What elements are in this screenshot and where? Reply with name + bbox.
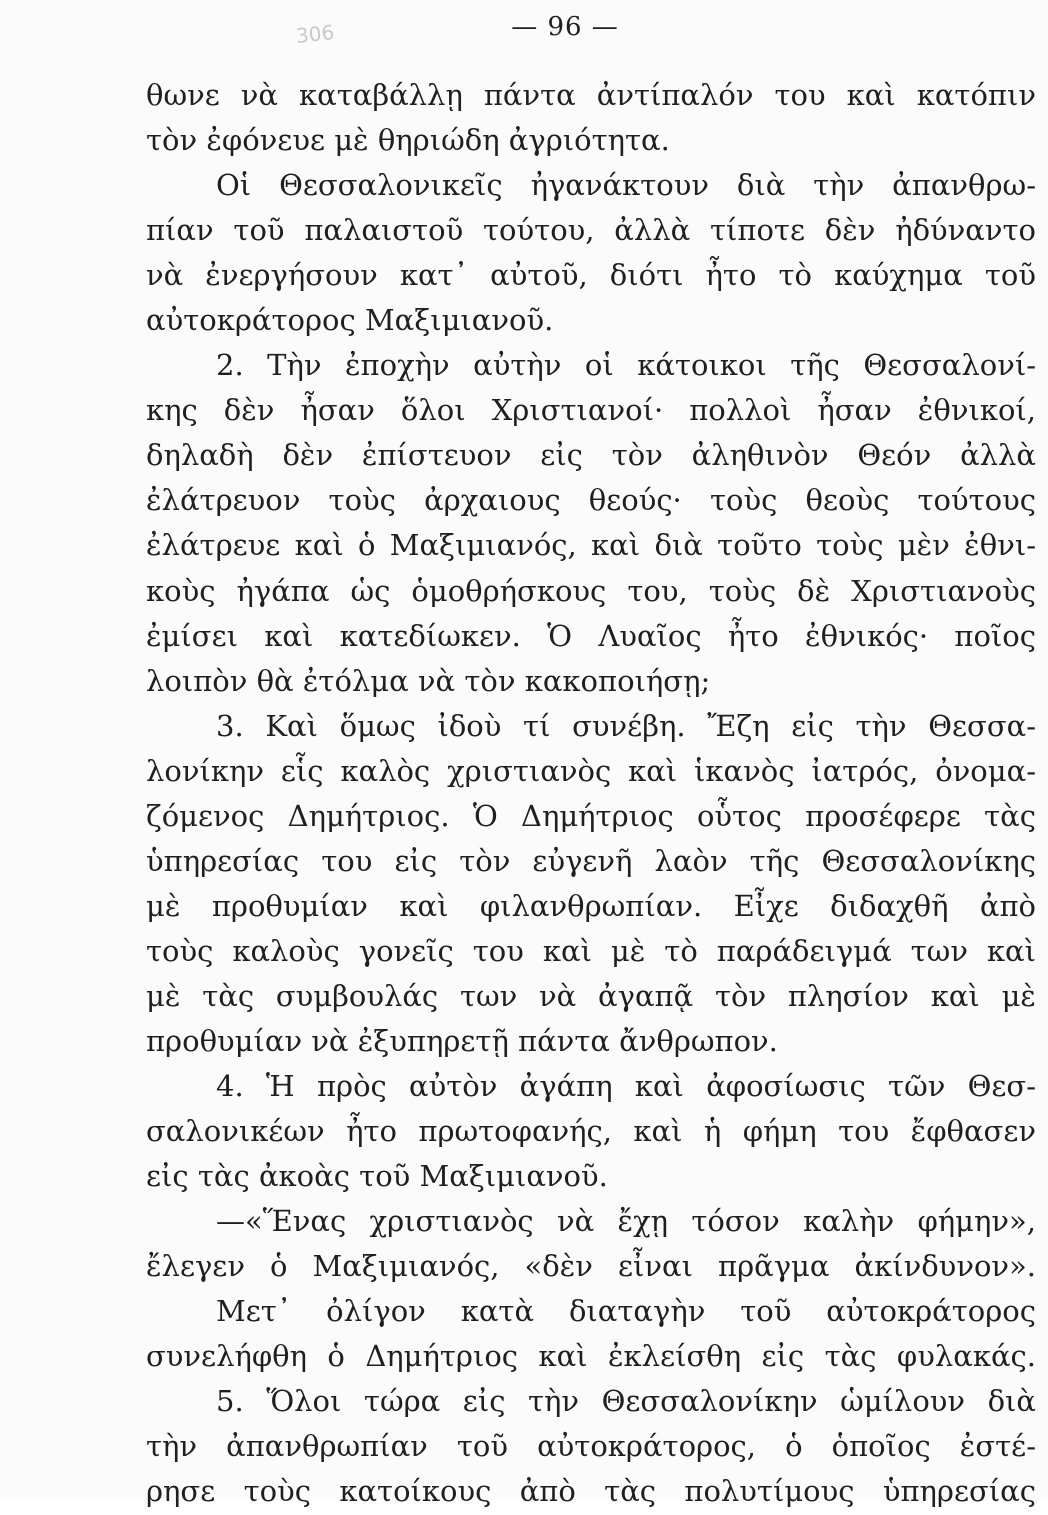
text-line: κης δὲν ἦσαν ὅλοι Χριστιανοί· πολλοὶ ἦσαν ἐθνικοί, [146,393,1036,428]
text-line: ἐλάτρευον τοὺς ἀρχαιους θεούς· τοὺς θεοὺς τούτους [146,483,1036,518]
text-line: δηλαδὴ δὲν ἐπίστευον εἰς τὸν ἀληθινὸν Θεόν ἀλλὰ [146,438,1036,473]
text-line: μὲ τὰς συμβουλάς των νὰ ἀγαπᾷ τὸν πλησίον καὶ μὲ [146,978,1036,1013]
text-line: τοὺς καλοὺς γονεῖς του καὶ μὲ τὸ παράδειγμά των καὶ [146,933,1036,968]
text-line: —«Ἕνας χριστιανὸς νὰ ἔχῃ τόσον καλὴν φήμην», [216,1204,1036,1239]
text-line: ζόμενος Δημήτριος. Ὁ Δημήτριος οὗτος προσέφερε τὰς [146,798,1036,833]
text-line: εἰς τὰς ἀκοὰς τοῦ Μαξιμιανοῦ. [146,1159,608,1194]
text-line: 3. Καὶ ὅμως ἰδοὺ τί συνέβη. Ἔζη εἰς τὴν Θεσσα- [216,708,1036,743]
pencil-annotation: 306 [294,20,336,48]
text-line: λοιπὸν θὰ ἐτόλμα νὰ τὸν κακοποιήσῃ; [146,663,711,698]
text-line: νὰ ἐνεργήσουν κατ᾽ αὐτοῦ, διότι ἦτο τὸ καύχημα τοῦ [146,258,1036,293]
text-line: σαλονικέων ἦτο πρωτοφανής, καὶ ἡ φήμη του ἔφθασεν [146,1114,1036,1149]
text-line: συνελήφθη ὁ Δημήτριος καὶ ἐκλείσθη εἰς τὰς φυλακάς. [146,1339,1036,1374]
text-line: κοὺς ἠγάπα ὡς ὁμοθρήσκους του, τοὺς δὲ Χριστιανοὺς [146,573,1036,608]
text-line: θωνε νὰ καταβάλλῃ πάντα ἀντίπαλόν του καὶ κατόπιν [146,78,1036,112]
text-line: λονίκην εἷς καλὸς χριστιανὸς καὶ ἱκανὸς ἰατρός, ὀνομα- [146,753,1036,788]
text-line: 4. Ἡ πρὸς αὐτὸν ἀγάπη καὶ ἀφοσίωσις τῶν Θεσ- [216,1069,1036,1104]
text-line: τὴν ἀπανθρωπίαν τοῦ αὐτοκράτορος, ὁ ὁποῖος ἐστέ- [146,1429,1036,1464]
text-line: μὲ προθυμίαν καὶ φιλανθρωπίαν. Εἶχε διδαχθῆ ἀπὸ [146,888,1036,923]
text-line: προθυμίαν νὰ ἐξυπηρετῇ πάντα ἄνθρωπον. [146,1023,778,1058]
text-line: αὐτοκράτορος Μαξιμιανοῦ. [146,303,554,338]
text-line: τὸν ἐφόνευε μὲ θηριώδη ἀγριότητα. [146,123,670,158]
text-line: 5. Ὅλοι τώρα εἰς τὴν Θεσσαλονίκην ὡμίλουν διὰ [216,1384,1036,1419]
text-line: Μετ᾽ ὀλίγον κατὰ διαταγὴν τοῦ αὐτοκράτορος [216,1294,1036,1329]
text-line: Οἱ Θεσσαλονικεῖς ἠγανάκτουν διὰ τὴν ἀπανθρω- [216,168,1036,203]
text-line: ὑπηρεσίας του εἰς τὸν εὐγενῆ λαὸν τῆς Θεσσαλονίκης [146,843,1036,878]
text-line: ἐμίσει καὶ κατεδίωκεν. Ὁ Λυαῖος ἦτο ἐθνικός· ποῖος [146,618,1036,653]
text-line: πίαν τοῦ παλαιστοῦ τούτου, ἀλλὰ τίποτε δὲν ἠδύναντο [146,213,1036,248]
text-line: ρησε τοὺς κατοίκους ἀπὸ τὰς πολυτίμους ὑπηρεσίας [146,1474,1036,1509]
text-line: ἔλεγεν ὁ Μαξιμιανός, «δὲν εἶναι πρᾶγμα ἀκίνδυνον». [146,1249,1036,1284]
body-text [146,73,1036,1515]
text-line: ἐλάτρευε καὶ ὁ Μαξιμιανός, καὶ διὰ τοῦτο τοὺς μὲν ἐθνι- [146,528,1036,563]
text-line: 2. Τὴν ἐποχὴν αὐτὴν οἱ κάτοικοι τῆς Θεσσαλονί- [216,348,1036,383]
page-number: — 96 — [511,12,619,42]
